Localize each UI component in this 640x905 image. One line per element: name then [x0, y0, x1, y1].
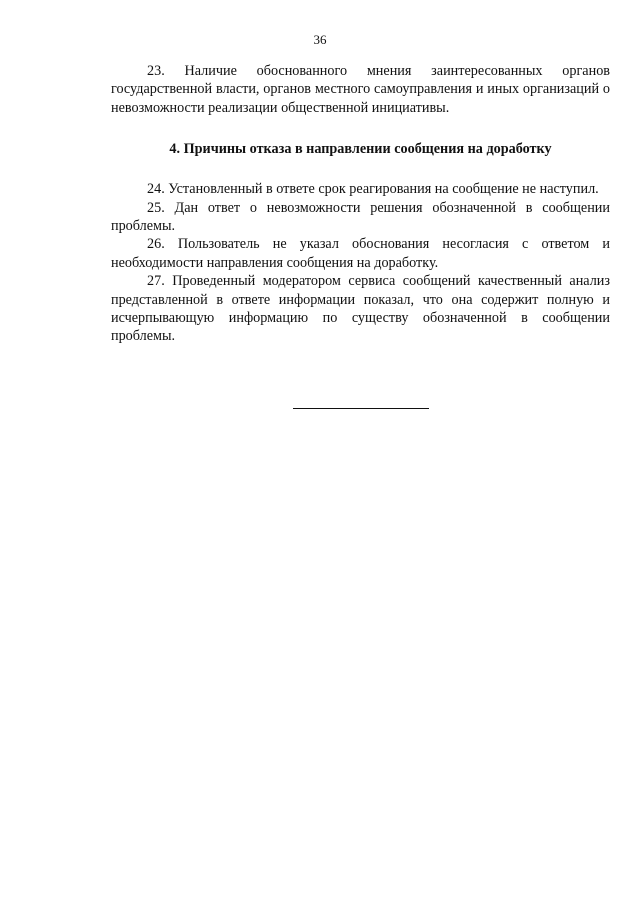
paragraph-25: 25. Дан ответ о невозможности решения обозначенной в сообщении проблемы. [111, 199, 610, 235]
paragraph-23: 23. Наличие обоснованного мнения заинтересованных органов государственной власти, органов местного самоуправления и иных организаций о невозможности реализации общественной инициативы. [111, 63, 610, 116]
document-body [111, 62, 610, 346]
page-number: 36 [313, 32, 327, 47]
section-heading: 4. Причины отказа в направлении сообщения на доработку [169, 141, 552, 158]
end-separator-line [293, 408, 429, 409]
paragraph-26: 26. Пользователь не указал обоснования несогласия с ответом и необходимости направления сообщения на доработку. [111, 236, 610, 271]
paragraph-27: 27. Проведенный модератором сервиса сообщений качественный анализ представленной в ответе информации показал, что она содержит полную и исчерпывающую информацию по существу обозначенной в сообщении проблемы. [111, 273, 610, 345]
paragraph-24: 24. Установленный в ответе срок реагирования на сообщение не наступил. [147, 181, 599, 198]
